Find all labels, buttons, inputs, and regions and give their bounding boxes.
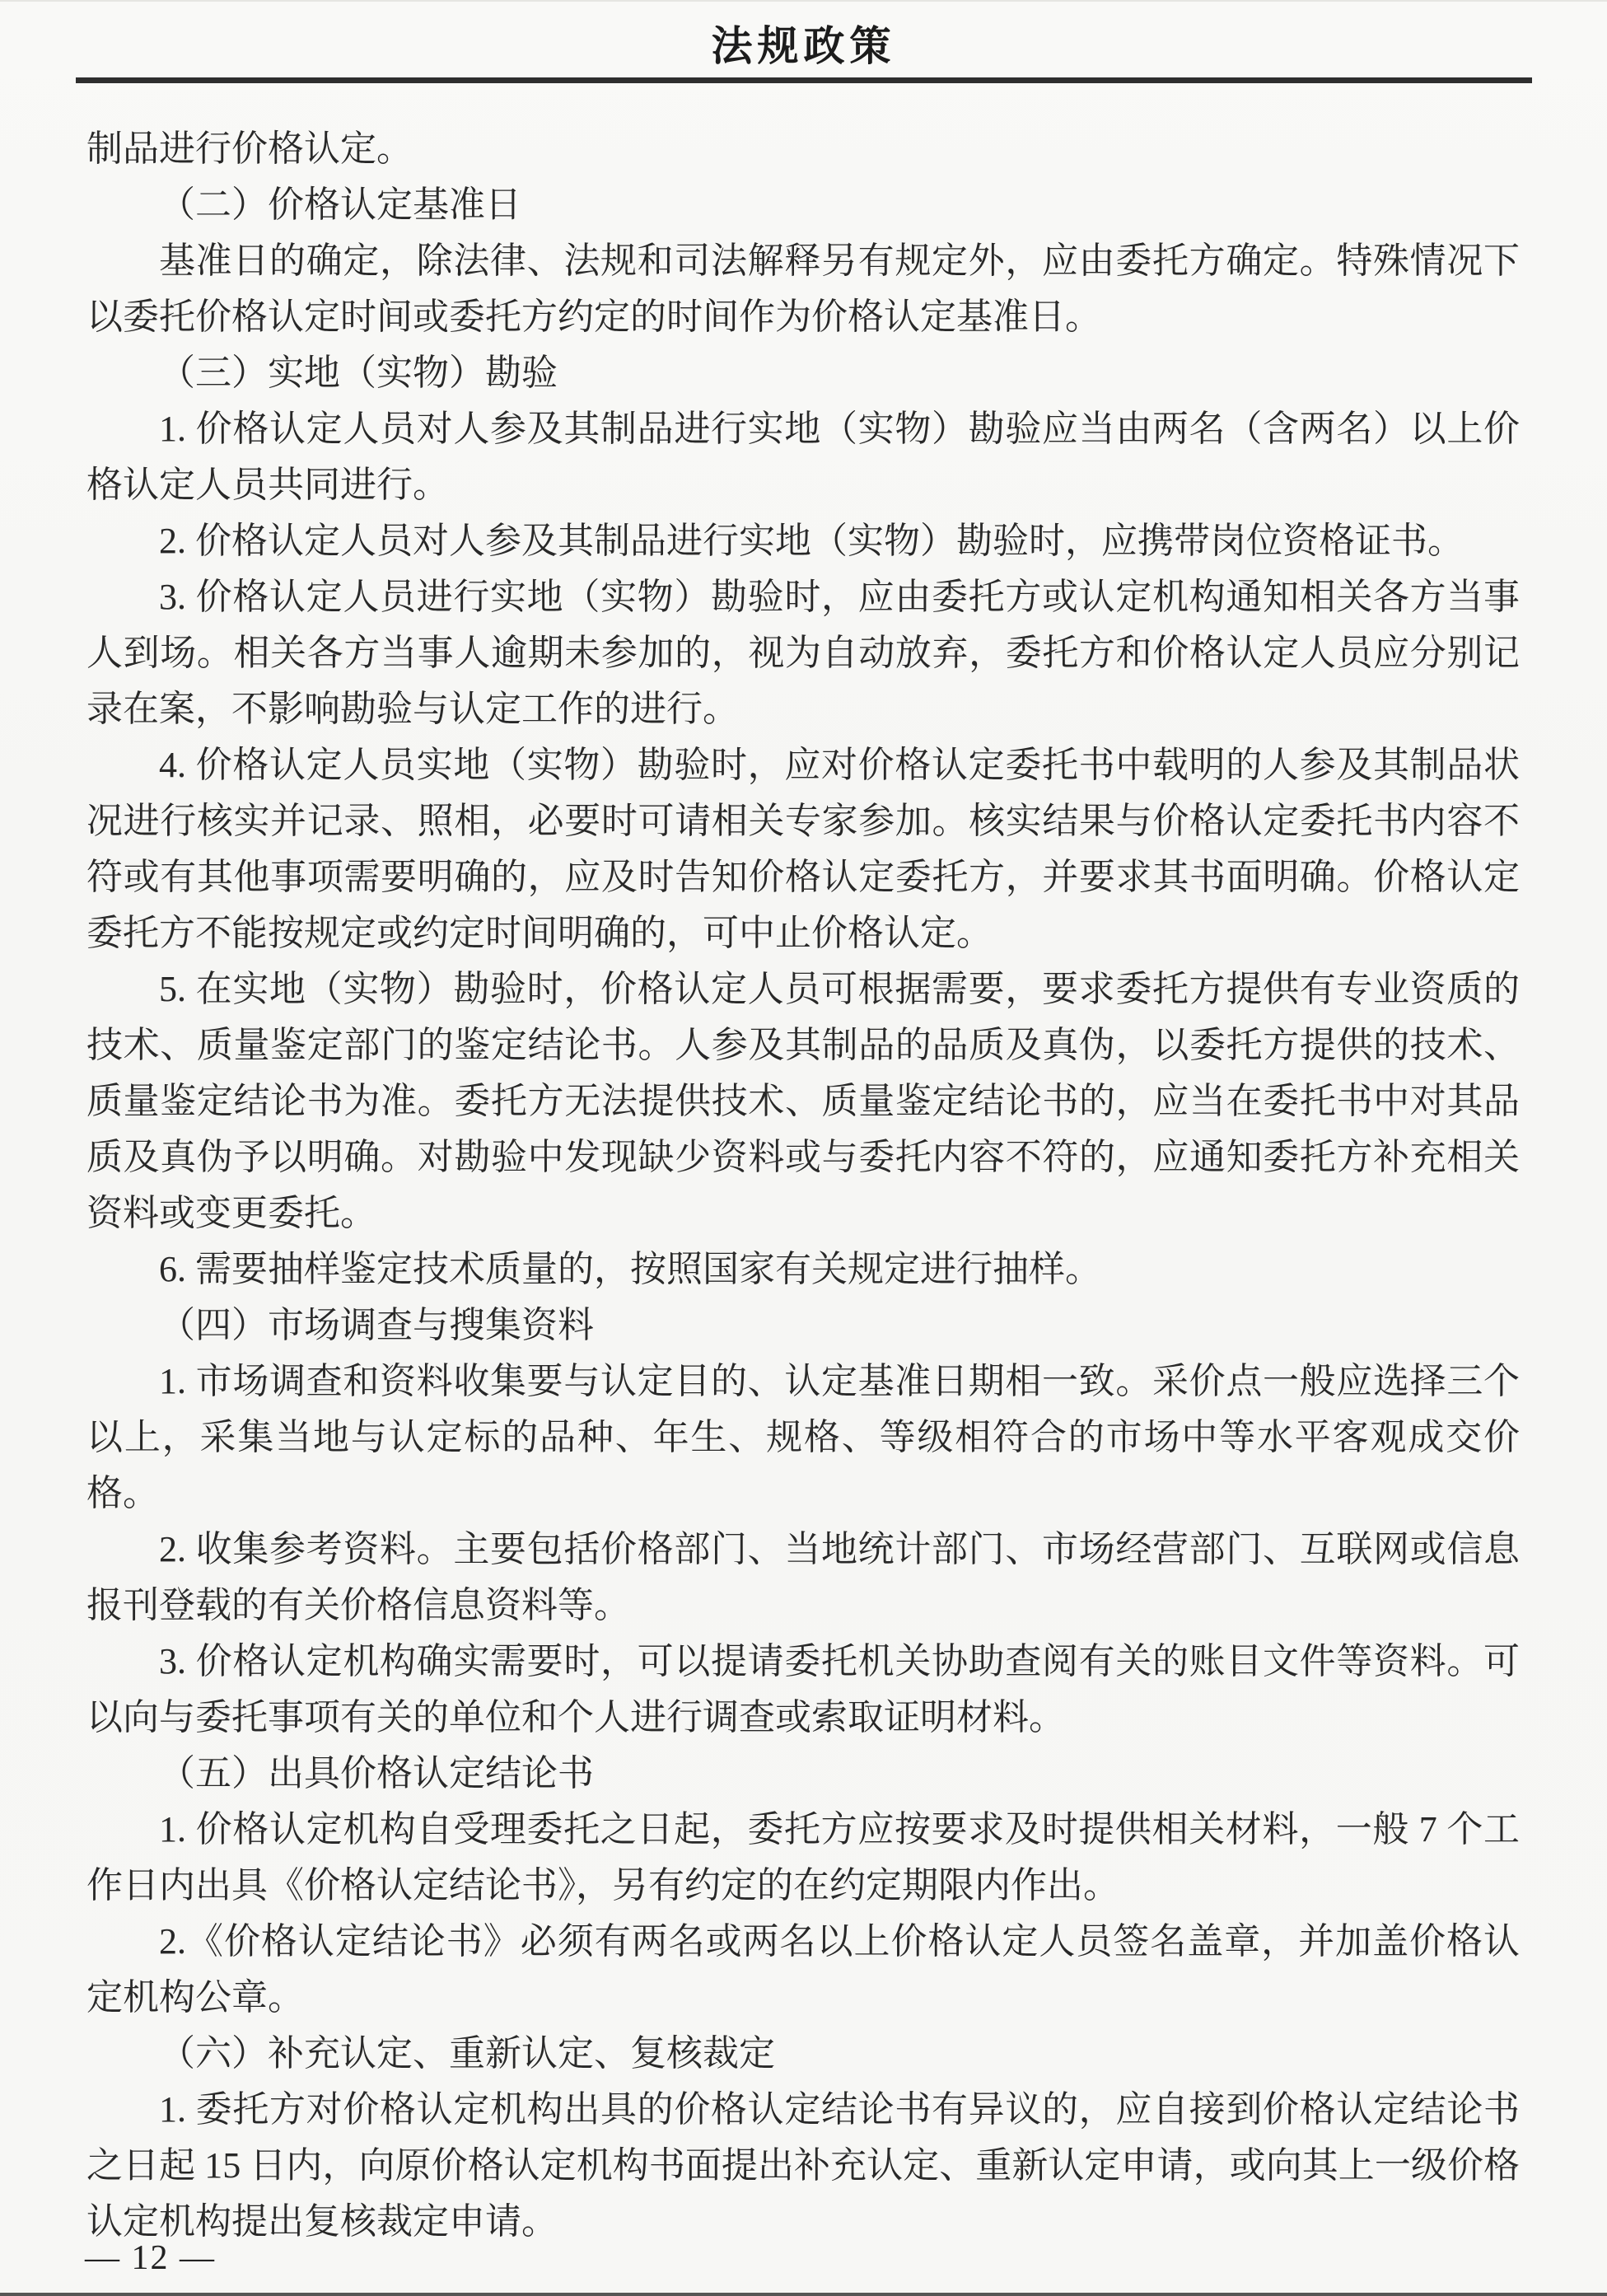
paragraph: （二）价格认定基准日 (159, 185, 521, 225)
paragraph: 2.《价格认定结论书》必须有两名或两名以上价格认定人员签名盖章，并加盖价格认定机构公章。 (86, 1921, 1520, 2018)
paragraph: 1. 价格认定机构自受理委托之日起，委托方应按要求及时提供相关材料，一般 7 个工作日内出具《价格认定结论书》，另有约定的在约定期限内作出。 (86, 1809, 1520, 1906)
paragraph: 3. 价格认定机构确实需要时，可以提请委托机关协助查阅有关的账目文件等资料。可以向与委托事项有关的单位和个人进行调查或索取证明材料。 (86, 1641, 1520, 1737)
paragraph: 3. 价格认定人员进行实地（实物）勘验时，应由委托方或认定机构通知相关各方当事人到场。相关各方当事人逾期未参加的，视为自动放弃，委托方和价格认定人员应分别记录在案，不影响勘验与认定工作的进行。 (86, 577, 1520, 729)
page-header (0, 0, 1607, 83)
paragraph: 1. 市场调查和资料收集要与认定目的、认定基准日期相一致。采价点一般应选择三个以上，采集当地与认定标的品种、年生、规格、等级相符合的市场中等水平客观成交价格。 (86, 1361, 1520, 1513)
header-divider (76, 77, 1532, 83)
paragraph: 5. 在实地（实物）勘验时，价格认定人员可根据需要，要求委托方提供有专业资质的技术、质量鉴定部门的鉴定结论书。人参及其制品的品质及真伪，以委托方提供的技术、质量鉴定结论书为准。委托方无法提供技术、质量鉴定结论书的，应当在委托书中对其品质及真伪予以明确。对勘验中发现缺少资料或与委托内容不符的，应通知委托方补充相关资料或变更委托。 (86, 969, 1520, 1233)
paragraph: 2. 收集参考资料。主要包括价格部门、当地统计部门、市场经营部门、互联网或信息报刊登载的有关价格信息资料等。 (86, 1529, 1520, 1625)
scan-edge-top (0, 0, 1607, 2)
paragraph: 1. 委托方对价格认定机构出具的价格认定结论书有异议的，应自接到价格认定结论书之日起 15 日内，向原价格认定机构书面提出补充认定、重新认定申请，或向其上一级价格认定机构提出复核裁定申请。 (86, 2089, 1520, 2242)
paragraph: 4. 价格认定人员实地（实物）勘验时，应对价格认定委托书中载明的人参及其制品状况进行核实并记录、照相，必要时可请相关专家参加。核实结果与价格认定委托书内容不符或有其他事项需要明确的，应及时告知价格认定委托方，并要求其书面明确。价格认定委托方不能按规定或约定时间明确的，可中止价格认定。 (86, 745, 1520, 953)
scan-edge-bottom (0, 2293, 1607, 2296)
paragraph: 6. 需要抽样鉴定技术质量的，按照国家有关规定进行抽样。 (159, 1249, 1101, 1289)
document-body (0, 83, 1607, 2250)
page-title: 法规政策 (711, 23, 896, 69)
page-number: — 12 — (85, 2239, 216, 2277)
paragraph: （三）实地（实物）勘验 (159, 353, 558, 393)
paragraph: （六）补充认定、重新认定、复核裁定 (159, 2033, 775, 2074)
paragraph: 基准日的确定，除法律、法规和司法解释另有规定外，应由委托方确定。特殊情况下以委托价格认定时间或委托方约定的时间作为价格认定基准日。 (86, 241, 1520, 337)
paragraph: 2. 价格认定人员对人参及其制品进行实地（实物）勘验时，应携带岗位资格证书。 (159, 521, 1464, 561)
paragraph: 制品进行价格认定。 (86, 129, 413, 169)
paragraph: （五）出具价格认定结论书 (159, 1753, 594, 1793)
paragraph: （四）市场调查与搜集资料 (159, 1305, 594, 1345)
paragraph: 1. 价格认定人员对人参及其制品进行实地（实物）勘验应当由两名（含两名）以上价格认定人员共同进行。 (86, 409, 1520, 505)
